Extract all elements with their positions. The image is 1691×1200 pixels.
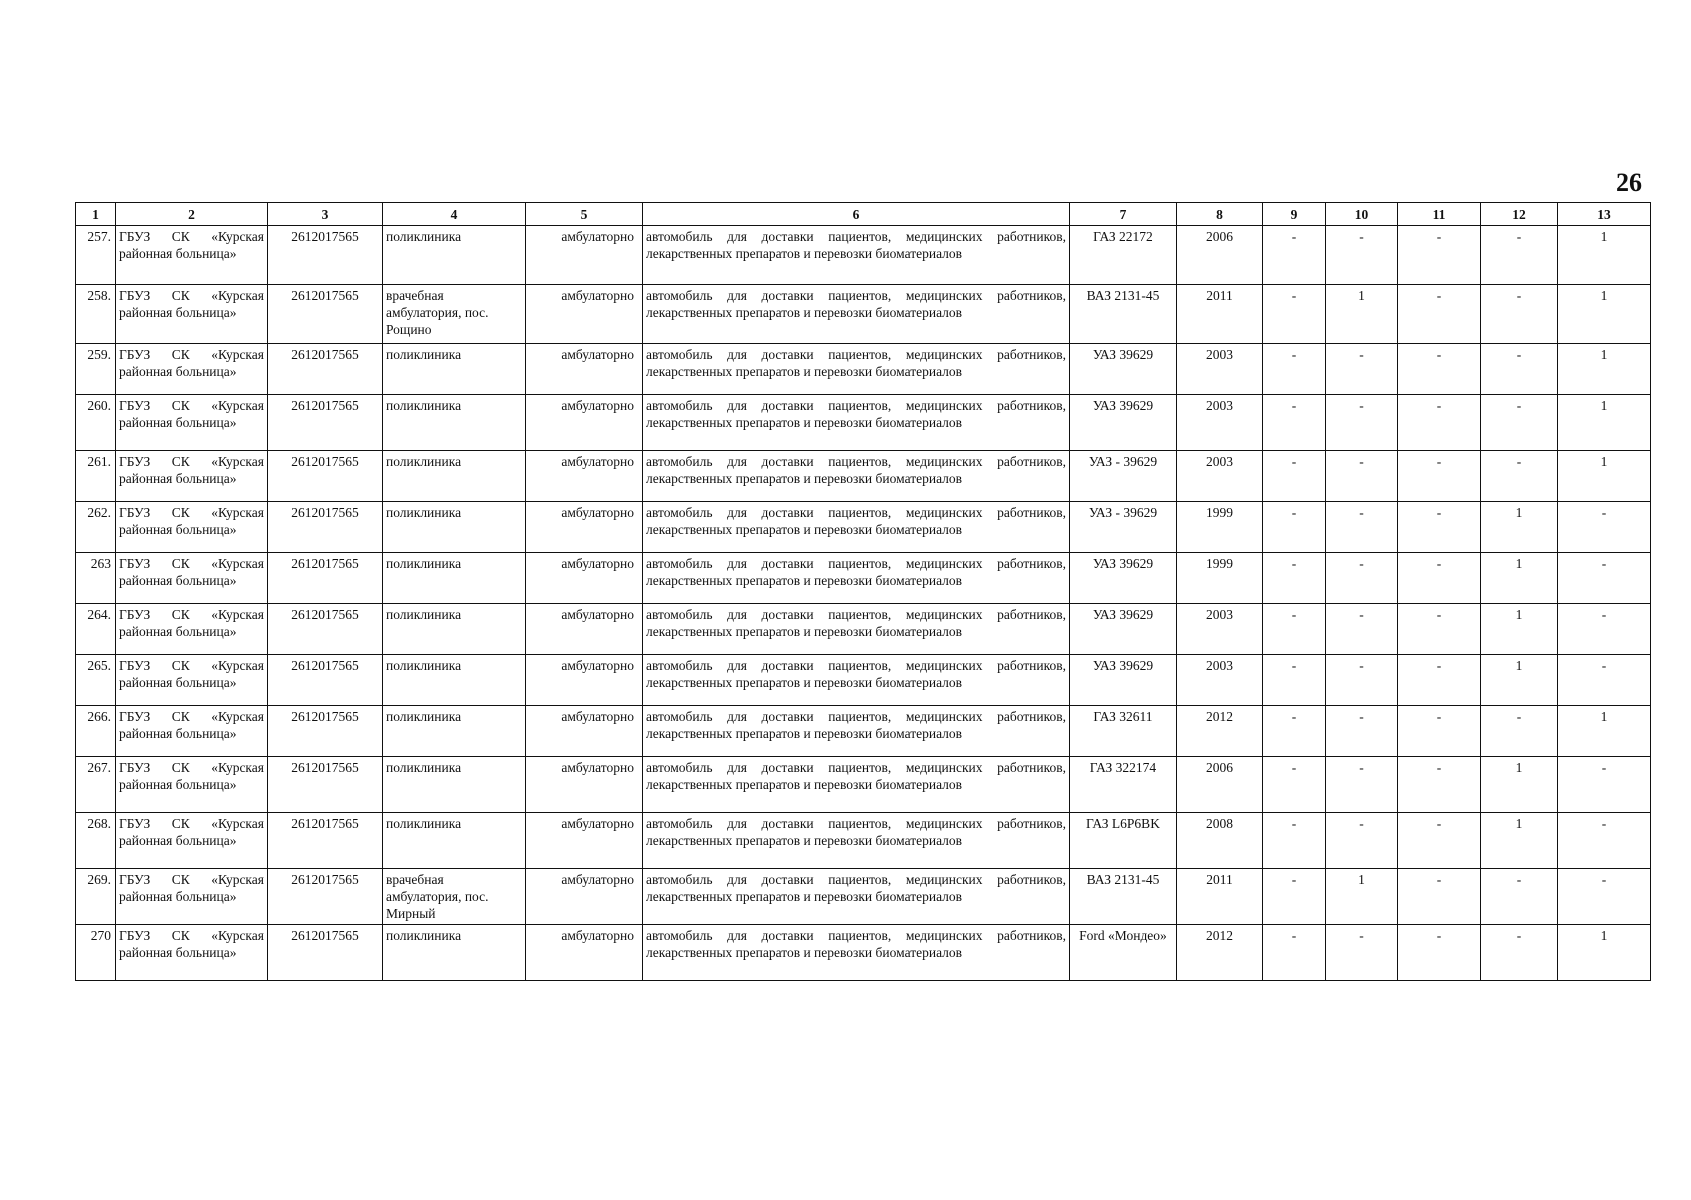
count-cell-12: - [1481,344,1558,395]
care-mode-cell: амбулаторно [526,553,643,604]
inn-cell: 2612017565 [268,395,383,451]
column-header: 7 [1070,203,1177,226]
table-row [76,604,1651,655]
count-cell-9: - [1263,553,1326,604]
care-mode-cell: амбулаторно [526,451,643,502]
count-cell-11: - [1398,395,1481,451]
column-header: 6 [643,203,1070,226]
organization-cell: ГБУЗ СК «Курская районная больница» [116,604,268,655]
column-header: 5 [526,203,643,226]
year-cell: 2003 [1177,344,1263,395]
year-cell: 2003 [1177,395,1263,451]
count-cell-13: - [1558,553,1651,604]
count-cell-11: - [1398,925,1481,981]
column-header: 10 [1326,203,1398,226]
table-row [76,869,1651,925]
count-cell-9: - [1263,869,1326,925]
count-cell-11: - [1398,655,1481,706]
count-cell-9: - [1263,285,1326,344]
care-mode-cell: амбулаторно [526,706,643,757]
unit-cell: поликлиника [383,813,526,869]
count-cell-12: - [1481,451,1558,502]
unit-cell: поликлиника [383,344,526,395]
unit-cell: врачебная амбулатория, пос. Мирный [383,869,526,925]
organization-cell: ГБУЗ СК «Курская районная больница» [116,395,268,451]
care-mode-cell: амбулаторно [526,757,643,813]
unit-cell: поликлиника [383,706,526,757]
year-cell: 2003 [1177,451,1263,502]
year-cell: 2003 [1177,655,1263,706]
table-row [76,344,1651,395]
table-body [76,226,1651,981]
inn-cell: 2612017565 [268,925,383,981]
unit-cell: врачебная амбулатория, пос. Рощино [383,285,526,344]
care-mode-cell: амбулаторно [526,604,643,655]
year-cell: 2012 [1177,925,1263,981]
row-number: 262. [76,502,116,553]
count-cell-11: - [1398,553,1481,604]
vehicle-model-cell: УАЗ 39629 [1070,344,1177,395]
inn-cell: 2612017565 [268,813,383,869]
unit-cell: поликлиника [383,226,526,285]
column-header: 3 [268,203,383,226]
count-cell-9: - [1263,757,1326,813]
table-row [76,226,1651,285]
inn-cell: 2612017565 [268,706,383,757]
year-cell: 2008 [1177,813,1263,869]
table-row [76,395,1651,451]
unit-cell: поликлиника [383,655,526,706]
inn-cell: 2612017565 [268,604,383,655]
count-cell-10: 1 [1326,285,1398,344]
row-number: 260. [76,395,116,451]
unit-cell: поликлиника [383,553,526,604]
row-number: 265. [76,655,116,706]
year-cell: 1999 [1177,502,1263,553]
count-cell-11: - [1398,869,1481,925]
count-cell-9: - [1263,706,1326,757]
column-header: 8 [1177,203,1263,226]
count-cell-13: 1 [1558,706,1651,757]
purpose-cell: автомобиль для доставки пациентов, медицинских работников, лекарственных препаратов и перевозки биоматериалов [643,553,1070,604]
count-cell-12: 1 [1481,553,1558,604]
vehicle-model-cell: УАЗ 39629 [1070,395,1177,451]
count-cell-11: - [1398,813,1481,869]
purpose-cell: автомобиль для доставки пациентов, медицинских работников, лекарственных препаратов и перевозки биоматериалов [643,285,1070,344]
unit-cell: поликлиника [383,395,526,451]
care-mode-cell: амбулаторно [526,502,643,553]
inn-cell: 2612017565 [268,226,383,285]
inn-cell: 2612017565 [268,285,383,344]
count-cell-10: - [1326,502,1398,553]
organization-cell: ГБУЗ СК «Курская районная больница» [116,757,268,813]
care-mode-cell: амбулаторно [526,344,643,395]
count-cell-10: - [1326,344,1398,395]
inn-cell: 2612017565 [268,655,383,706]
column-header: 13 [1558,203,1651,226]
count-cell-12: 1 [1481,655,1558,706]
inn-cell: 2612017565 [268,451,383,502]
count-cell-12: - [1481,395,1558,451]
count-cell-12: 1 [1481,757,1558,813]
count-cell-13: 1 [1558,395,1651,451]
row-number: 263 [76,553,116,604]
organization-cell: ГБУЗ СК «Курская районная больница» [116,502,268,553]
unit-cell: поликлиника [383,757,526,813]
organization-cell: ГБУЗ СК «Курская районная больница» [116,553,268,604]
count-cell-10: - [1326,553,1398,604]
table-row [76,813,1651,869]
column-header: 12 [1481,203,1558,226]
table-row [76,502,1651,553]
count-cell-13: - [1558,655,1651,706]
table-row [76,757,1651,813]
vehicle-model-cell: УАЗ 39629 [1070,604,1177,655]
row-number: 268. [76,813,116,869]
year-cell: 2006 [1177,226,1263,285]
count-cell-11: - [1398,226,1481,285]
row-number: 269. [76,869,116,925]
care-mode-cell: амбулаторно [526,285,643,344]
count-cell-9: - [1263,604,1326,655]
year-cell: 2011 [1177,285,1263,344]
count-cell-11: - [1398,502,1481,553]
purpose-cell: автомобиль для доставки пациентов, медицинских работников, лекарственных препаратов и перевозки биоматериалов [643,925,1070,981]
organization-cell: ГБУЗ СК «Курская районная больница» [116,813,268,869]
care-mode-cell: амбулаторно [526,655,643,706]
count-cell-13: - [1558,813,1651,869]
year-cell: 1999 [1177,553,1263,604]
count-cell-10: - [1326,604,1398,655]
organization-cell: ГБУЗ СК «Курская районная больница» [116,706,268,757]
count-cell-12: - [1481,226,1558,285]
row-number: 266. [76,706,116,757]
purpose-cell: автомобиль для доставки пациентов, медицинских работников, лекарственных препаратов и перевозки биоматериалов [643,706,1070,757]
row-number: 264. [76,604,116,655]
column-header: 2 [116,203,268,226]
inn-cell: 2612017565 [268,553,383,604]
count-cell-13: - [1558,502,1651,553]
organization-cell: ГБУЗ СК «Курская районная больница» [116,655,268,706]
column-header: 1 [76,203,116,226]
count-cell-10: - [1326,813,1398,869]
table-row [76,925,1651,981]
year-cell: 2006 [1177,757,1263,813]
count-cell-12: 1 [1481,604,1558,655]
column-header: 4 [383,203,526,226]
vehicle-model-cell: ВАЗ 2131-45 [1070,285,1177,344]
unit-cell: поликлиника [383,502,526,553]
vehicle-model-cell: УАЗ - 39629 [1070,502,1177,553]
count-cell-13: 1 [1558,451,1651,502]
count-cell-13: 1 [1558,925,1651,981]
count-cell-13: 1 [1558,226,1651,285]
count-cell-11: - [1398,757,1481,813]
care-mode-cell: амбулаторно [526,813,643,869]
count-cell-9: - [1263,344,1326,395]
vehicle-model-cell: ГАЗ 32611 [1070,706,1177,757]
column-header: 11 [1398,203,1481,226]
count-cell-10: - [1326,395,1398,451]
count-cell-9: - [1263,655,1326,706]
unit-cell: поликлиника [383,451,526,502]
purpose-cell: автомобиль для доставки пациентов, медицинских работников, лекарственных препаратов и перевозки биоматериалов [643,655,1070,706]
organization-cell: ГБУЗ СК «Курская районная больница» [116,226,268,285]
year-cell: 2011 [1177,869,1263,925]
unit-cell: поликлиника [383,925,526,981]
vehicle-model-cell: ГАЗ 322174 [1070,757,1177,813]
vehicle-model-cell: ГАЗ 22172 [1070,226,1177,285]
count-cell-10: - [1326,451,1398,502]
count-cell-10: - [1326,757,1398,813]
purpose-cell: автомобиль для доставки пациентов, медицинских работников, лекарственных препаратов и перевозки биоматериалов [643,502,1070,553]
count-cell-11: - [1398,285,1481,344]
purpose-cell: автомобиль для доставки пациентов, медицинских работников, лекарственных препаратов и перевозки биоматериалов [643,344,1070,395]
vehicle-model-cell: Ford «Мондео» [1070,925,1177,981]
count-cell-13: - [1558,604,1651,655]
row-number: 261. [76,451,116,502]
count-cell-11: - [1398,451,1481,502]
vehicle-model-cell: УАЗ - 39629 [1070,451,1177,502]
table-row [76,655,1651,706]
count-cell-11: - [1398,604,1481,655]
inn-cell: 2612017565 [268,502,383,553]
column-number-row [76,203,1651,226]
count-cell-12: - [1481,285,1558,344]
count-cell-12: - [1481,925,1558,981]
vehicle-registry-table [75,202,1651,981]
inn-cell: 2612017565 [268,757,383,813]
count-cell-13: 1 [1558,344,1651,395]
year-cell: 2012 [1177,706,1263,757]
count-cell-13: - [1558,869,1651,925]
table-row [76,553,1651,604]
organization-cell: ГБУЗ СК «Курская районная больница» [116,285,268,344]
purpose-cell: автомобиль для доставки пациентов, медицинских работников, лекарственных препаратов и перевозки биоматериалов [643,451,1070,502]
count-cell-9: - [1263,226,1326,285]
page-number: 26 [1616,168,1642,197]
count-cell-10: - [1326,925,1398,981]
table-row [76,451,1651,502]
column-header: 9 [1263,203,1326,226]
purpose-cell: автомобиль для доставки пациентов, медицинских работников, лекарственных препаратов и перевозки биоматериалов [643,395,1070,451]
inn-cell: 2612017565 [268,344,383,395]
purpose-cell: автомобиль для доставки пациентов, медицинских работников, лекарственных препаратов и перевозки биоматериалов [643,604,1070,655]
vehicle-model-cell: УАЗ 39629 [1070,655,1177,706]
vehicle-model-cell: УАЗ 39629 [1070,553,1177,604]
row-number: 257. [76,226,116,285]
count-cell-12: 1 [1481,502,1558,553]
purpose-cell: автомобиль для доставки пациентов, медицинских работников, лекарственных препаратов и перевозки биоматериалов [643,813,1070,869]
count-cell-10: - [1326,226,1398,285]
care-mode-cell: амбулаторно [526,395,643,451]
table-row [76,285,1651,344]
count-cell-10: - [1326,706,1398,757]
care-mode-cell: амбулаторно [526,226,643,285]
table-row [76,706,1651,757]
count-cell-13: - [1558,757,1651,813]
row-number: 258. [76,285,116,344]
row-number: 267. [76,757,116,813]
count-cell-12: 1 [1481,813,1558,869]
count-cell-11: - [1398,344,1481,395]
count-cell-12: - [1481,706,1558,757]
count-cell-11: - [1398,706,1481,757]
count-cell-9: - [1263,502,1326,553]
vehicle-model-cell: ВАЗ 2131-45 [1070,869,1177,925]
year-cell: 2003 [1177,604,1263,655]
vehicle-model-cell: ГАЗ L6P6BK [1070,813,1177,869]
count-cell-9: - [1263,813,1326,869]
count-cell-10: 1 [1326,869,1398,925]
organization-cell: ГБУЗ СК «Курская районная больница» [116,451,268,502]
count-cell-9: - [1263,451,1326,502]
organization-cell: ГБУЗ СК «Курская районная больница» [116,925,268,981]
inn-cell: 2612017565 [268,869,383,925]
purpose-cell: автомобиль для доставки пациентов, медицинских работников, лекарственных препаратов и перевозки биоматериалов [643,226,1070,285]
organization-cell: ГБУЗ СК «Курская районная больница» [116,869,268,925]
care-mode-cell: амбулаторно [526,869,643,925]
count-cell-9: - [1263,925,1326,981]
organization-cell: ГБУЗ СК «Курская районная больница» [116,344,268,395]
unit-cell: поликлиника [383,604,526,655]
count-cell-10: - [1326,655,1398,706]
row-number: 270 [76,925,116,981]
purpose-cell: автомобиль для доставки пациентов, медицинских работников, лекарственных препаратов и перевозки биоматериалов [643,757,1070,813]
purpose-cell: автомобиль для доставки пациентов, медицинских работников, лекарственных препаратов и перевозки биоматериалов [643,869,1070,925]
count-cell-9: - [1263,395,1326,451]
count-cell-13: 1 [1558,285,1651,344]
count-cell-12: - [1481,869,1558,925]
care-mode-cell: амбулаторно [526,925,643,981]
row-number: 259. [76,344,116,395]
